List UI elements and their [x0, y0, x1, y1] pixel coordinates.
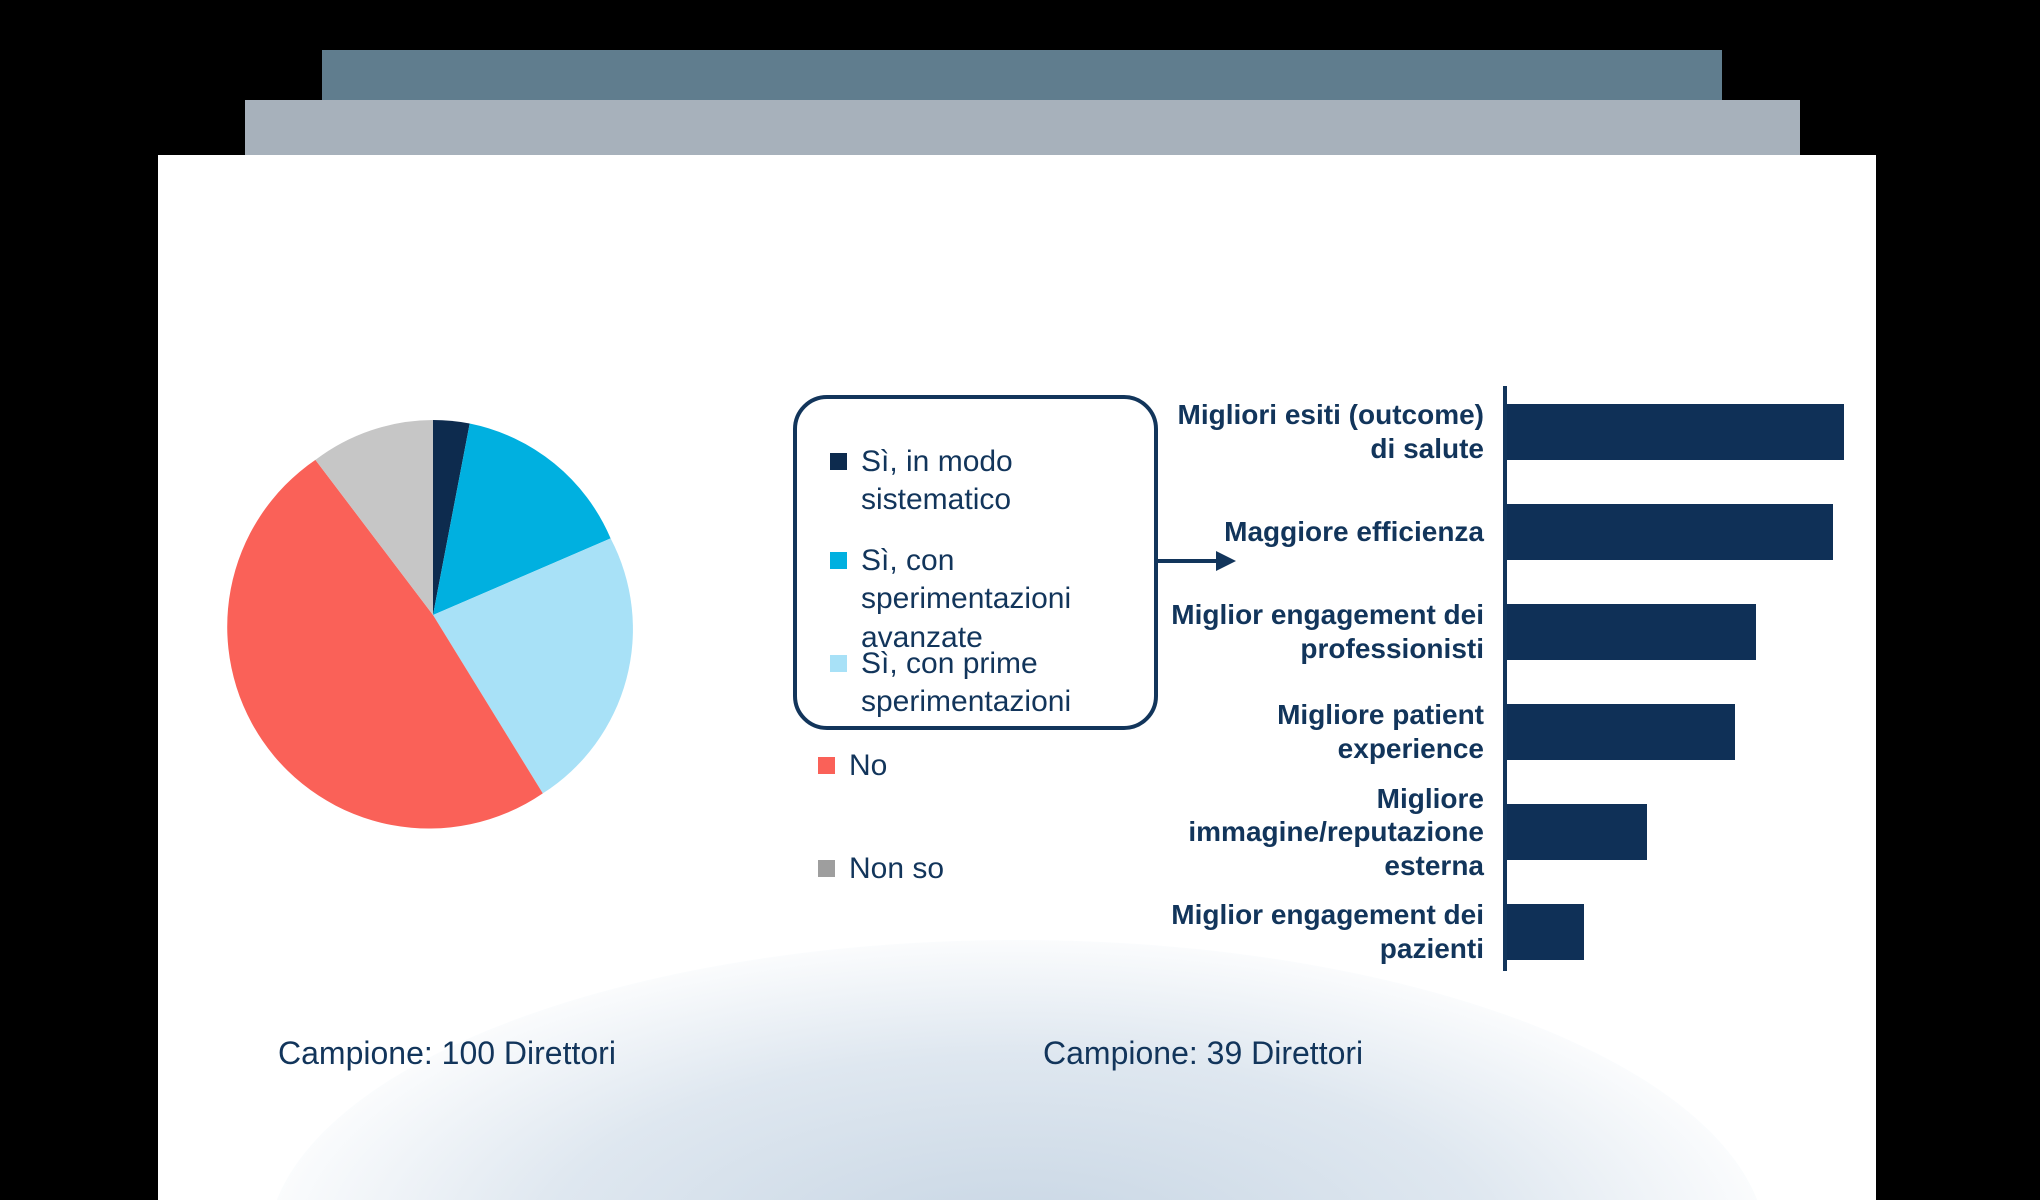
legend-item-label: Sì, in modo sistematico [861, 445, 1013, 517]
bar-chart-sample-caption: Campione: 39 Direttori [1043, 1035, 1364, 1071]
legend-item-label: No [849, 749, 888, 782]
legend-item-dontknow [818, 850, 1158, 888]
legend-item-label: Sì, con sperimentazioni avanzate [861, 544, 1072, 654]
legend-item-first-trials [830, 645, 1170, 722]
bar-value [1507, 404, 1844, 460]
bar-label: Migliori esiti (outcome) di salute [1177, 399, 1484, 464]
bar-chart-row [1158, 782, 1858, 882]
legend-item-no [818, 747, 1158, 785]
slide-content [158, 155, 1876, 1200]
bar-track [1498, 482, 1858, 582]
legend-swatch-icon [818, 757, 835, 774]
bar-value [1507, 704, 1735, 760]
bar-track [1498, 382, 1858, 482]
bar-label: Miglior engagement dei professionisti [1171, 599, 1484, 664]
bar-label: Migliore immagine/reputazione esterna [1188, 782, 1484, 881]
bar-value [1507, 504, 1833, 560]
legend-item-systematic [830, 443, 1170, 520]
bar-value [1507, 604, 1756, 660]
legend-swatch-icon [830, 655, 847, 672]
bar-chart-row [1158, 882, 1858, 982]
legend-swatch-icon [830, 453, 847, 470]
legend-item-label: Sì, con prime sperimentazioni [861, 647, 1072, 719]
legend-item-advanced [830, 542, 1170, 657]
bar-value [1507, 904, 1584, 960]
legend-swatch-icon [818, 860, 835, 877]
legend-swatch-icon [830, 552, 847, 569]
bar-track [1498, 682, 1858, 782]
slide-card [158, 155, 1876, 1200]
bar-label: Maggiore efficienza [1224, 516, 1484, 548]
bar-track [1498, 882, 1858, 982]
legend-item-label: Non so [849, 852, 945, 885]
bar-track [1498, 582, 1858, 682]
pie-chart [198, 380, 668, 850]
bar-chart-row [1158, 582, 1858, 682]
bar-chart-row [1158, 682, 1858, 782]
bar-track [1498, 782, 1858, 882]
pie-chart-sample-caption: Campione: 100 Direttori [278, 1035, 616, 1071]
bar-label: Migliore patient experience [1277, 699, 1484, 764]
pie-slices [227, 420, 633, 829]
bar-label: Miglior engagement dei pazienti [1171, 899, 1484, 964]
bar-chart-row [1158, 382, 1858, 482]
bar-chart-row [1158, 482, 1858, 582]
slide-deco-bar-middle [245, 100, 1800, 158]
bar-chart [1158, 380, 1858, 975]
bar-value [1507, 804, 1647, 860]
